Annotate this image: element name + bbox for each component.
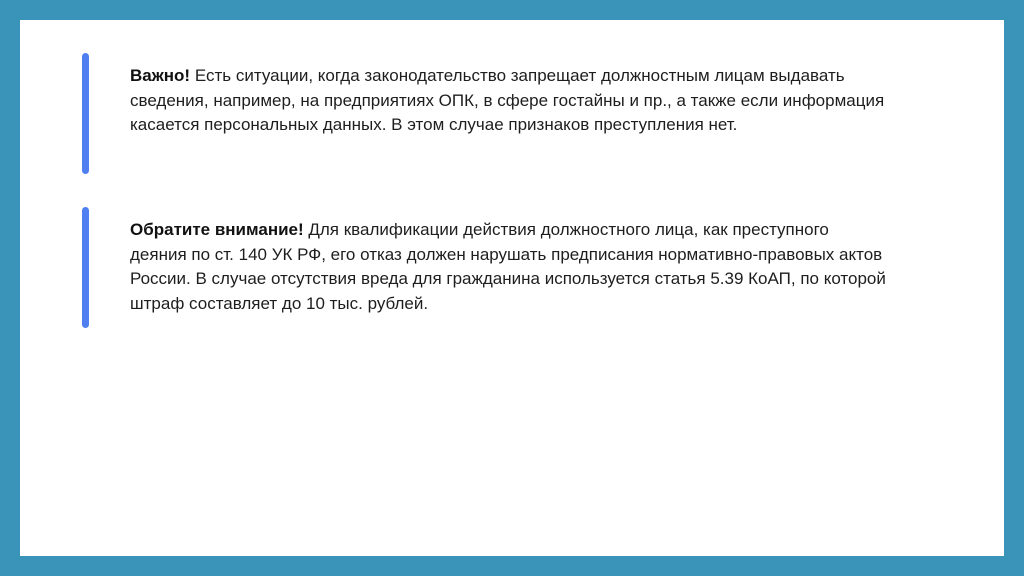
callout-lead: Важно! [130, 66, 191, 85]
callout-lead: Обратите внимание! [130, 220, 304, 239]
callout-text [130, 64, 890, 138]
callout-important [82, 53, 885, 175]
callout-attention [82, 207, 886, 329]
slide [20, 20, 1004, 556]
callout-body: Для квалификации действия должностного лица, как преступного деяния по ст. 140 УК РФ, его отказ должен нарушать предписания нормативно-правовых актов России. В случае отсутствия вреда для гражданина используется статья 5.39 КоАП, по которой штраф составляет до 10 тыс. рублей. [130, 220, 886, 313]
callout-text [130, 218, 890, 316]
callout-accent-bar [82, 207, 89, 328]
callout-accent-bar [82, 53, 89, 174]
callout-body: Есть ситуации, когда законодательство запрещает должностным лицам выдавать сведения, например, на предприятиях ОПК, в сфере гостайны и пр., а также если информация касается персональных данных. В этом случае признаков преступления нет. [130, 66, 885, 134]
